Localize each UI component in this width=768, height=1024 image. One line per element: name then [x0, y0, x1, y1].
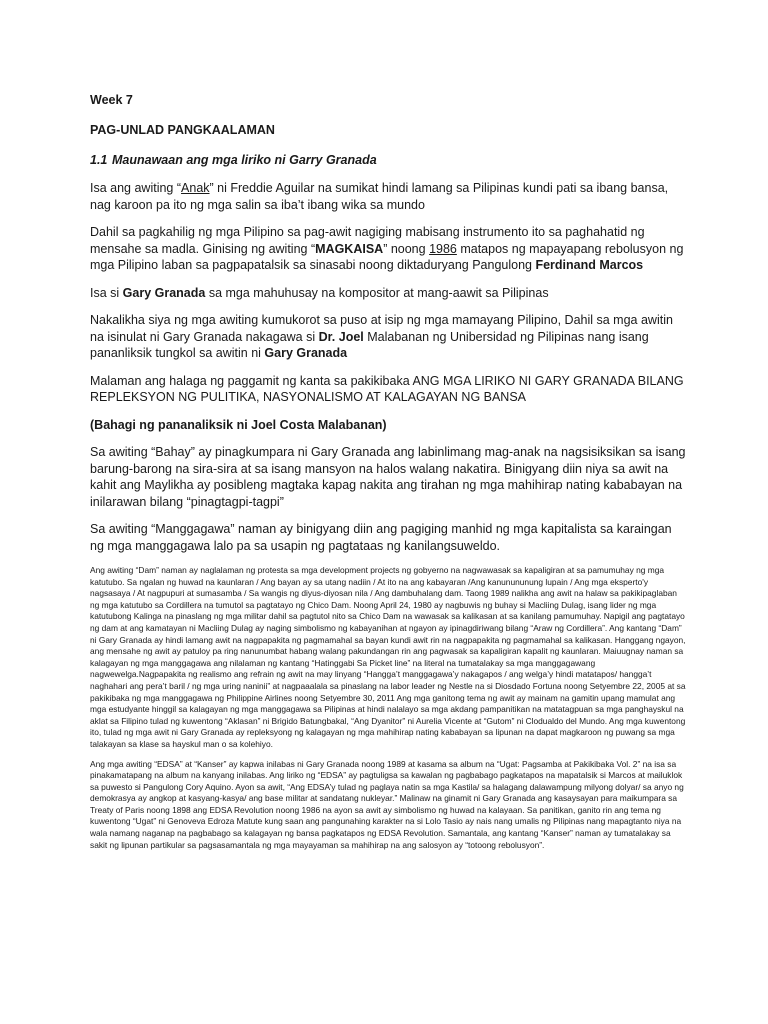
paragraph-manggagawa: Sa awiting “Manggagawa” naman ay binigyang diin ang pagiging manhid ng mga kapitalista sa karaingan ng mga manggagawa lalo pa sa usapin ng pagtataas ng kanilangsuweldo. [90, 522, 672, 553]
gary-granada-text: Gary Granada [264, 346, 348, 360]
magkaisa-text: MAGKAISA [315, 241, 384, 256]
text-segment: Isa si [90, 285, 123, 300]
subheading-number: 1.1 [90, 153, 108, 167]
text-segment: Dahil sa pagkahilig ng mga Pilipino sa pag-awit nagiging mabisang instrumento ito sa paghahatid ng mensahe sa madla. Ginising ng awiting “ [90, 225, 645, 256]
marcos-text: Ferdinand Marcos [535, 258, 644, 272]
paragraph-magkaisa [90, 224, 688, 274]
anak-link-text: Anak [181, 181, 210, 195]
text-segment: sa mga mahuhusay na kompositor at mang-aawit sa Pilipinas [205, 285, 549, 300]
document-content [90, 92, 688, 859]
subheading [90, 152, 688, 168]
paragraph-edsa-kanser: Ang mga awiting “EDSA” at “Kanser” ay kapwa inilabas ni Gary Granada noong 1989 at kasama sa album na “Ugat: Pagsamba at Pakikibaka Vol. 2” na isa sa pinakamatapang na album na kanyang inilabas. Ang liriko ng “EDSA” ay pagtuligsa sa kawalan ng pagbabago pagkatapos na mapatalsik si Marcos at mailuklok sa puwesto si Pangulong Cory Aquino. Ayon sa awit, “Ang EDSA’y tulad ng paglaya natin sa mga Kastila/ sa halagang dalawampung milyong dolyar/ sa anyo ng demokrasya ay angkop at kasyang-kasya/ ang base militar at sandatang nukleyar.” Malinaw na ginamit ni Gary Granada ang kasaysayan para maikumpara sa Treaty of Paris noong 1898 ang EDSA Revolution noong 1986 na ayon sa awit ay simbolismo ng huwad na kalayaan. Sa panitikan, ganito rin ang tema ng kuwentong “Ugat” ni Genoveva Edroza Matute kung saan ang pangunahing karakter na si Lolo Tasio ay nais nang umalis ng Pilipinas nang mapagtanto niya na wala namang naganap na pagbabago sa kalagayan ng bansa pagkatapos ng EDSA Revolution. Samantala, ang kantang “Kanser” naman ay tumatalakay sa sakit ng lipunan partikular sa pagsasamantala ng mga mayayaman sa mahihirap na ang salosyon ay “totoong rebolusyon”. [90, 758, 684, 850]
text-segment: matapos ng mapayapang rebolusyon ng mga Pilipino laban sa pagpapatalsik sa sinasabi noong diktaduryang Pangulong [90, 241, 684, 272]
paragraph-anak [90, 180, 688, 213]
paragraph-bahay: Sa awiting “Bahay” ay pinagkumpara ni Gary Granada ang labinlimang mag-anak na nagsisiksikan sa isang barung-barong na sira-sira at sa isang mansyon na halos walang nakatira. Binigyang diin niya sa awit na kahit ang Maylikha ay posibleng magtaka kapag nakita ang tirahan ng mga mahihirap nating kababayan na inilarawan bilang “pinagtagpi-tagpi” [90, 445, 686, 509]
text-segment: Malabanan ng Unibersidad ng Pilipinas nang isang pananliksik tungkol sa awitin ni [90, 329, 649, 360]
paragraph-dam: Ang awiting “Dam” naman ay naglalaman ng protesta sa mga development projects ng gobyerno na nagwawasak sa kapaligiran at sa pamumuhay ng mga katutubo. Sa ngalan ng huwad na kaunlaran / Ang bayan ay sa utang nadiin / At ito na ang kabayaran /Ang kanunununung lupain / Ang mga eksperto'y nagsasaya / At nagpupuri at sumasamba / Sa wangis ng diyus-diyosan nila / Ang dambuhalang dam. Taong 1989 nalikha ang awit na halaw sa pakikipaglaban ng mga katutubo sa Cordillera na tumutol sa pagtatayo ng Chico Dam. Noong April 24, 1980 ay nagbuwis ng buhay si Macliing Dulag, isang lider ng mga katutubong Kalinga na pinaslang ng mga militar dahil sa pagtutol nito sa Chico Dam na wawasak sa kalikasan at sa kanilang pamumuhay. Napigil ang pagtatayo ng dam at ang kamatayan ni Macliing Dulag ay naging simbolismo ng kabayanihan at ngayon ay ipinagdiriwang bilang “Araw ng Cordillera”. Ang kantang “Dam” ni Gary Granada ay hindi lamang awit na nagpapakita ng pagmamahal sa bayan kundi awit rin na nagpapakita ng pagmamahal sa kalikasan. Hanggang ngayon, ang mensahe ng awit ay patuloy pa ring nanunumbat habang walang pakundangan rin ang pagwasak sa kapaligiran kapalit ng kaunlaran. Maiuugnay naman sa kalagayan ng mga manggagawa ang nilalaman ng kantang “Hatinggabi Sa Picket line” na literal na tumatalakay sa mga manggagawang nagwewelga.Nagpapakita ng realismo ang refrain ng awit na may linyang “Hangga’t manggagawa’y nakagapos / ang welga’y hindi matatapos/ hangga’t naghahari ang pera’t baril / ng mga uring naninii” at nagpaaalala sa pinaslang na labor leader ng Nestle na si Diosdado Fortuna noong Setyembre 22, 2005 at sa pakikibaka ng mga manggagawa ng Philippine Airlines noong Setyembre 30, 2011 Ang mga ganitong tema ng awit ay mainam na gamitin upang mamulat ang mga estudyante hinggil sa kalagayan ng mga manggagawa sa Pilipinas at hindi nalalayo sa mga akdang pampanitikan na matatagpuan sa mga panghayskul na aklat sa Filipino tulad ng kuwentong “Aklasan” ni Brigido Batungbakal, “Ang Dyanitor” ni Aurelia Vicente at “Gutom” ni Clodualdo del Mundo. Ang mga kuwentong ito, tulad ng mga awit ni Gary Granada ay repleksyong ng kalagayan ng mga mahihirap nating kababayan sa lipunan na dapat magkaroon ng puwang sa mga talakayan sa klase sa hayskul man o sa kolehiyo. [90, 565, 686, 749]
subheading-text: Maunawaan ang mga liriko ni Garry Granada [112, 153, 377, 167]
section-title: PAG-UNLAD PANGKAALAMAN [90, 123, 275, 137]
year-text: 1986 [429, 241, 457, 256]
paragraph-purpose: Malaman ang halaga ng paggamit ng kanta sa pakikibaka ANG MGA LIRIKO NI GARY GRANADA BILANG REPLEKSYON NG PULITIKA, NASYONALISMO AT KALAGAYAN NG BANSA [90, 373, 684, 404]
paragraph-source-note: (Bahagi ng pananaliksik ni Joel Costa Malabanan) [90, 417, 387, 432]
week-label: Week 7 [90, 93, 133, 107]
paragraph-gary-intro [90, 285, 688, 302]
dr-joel-text: Dr. Joel [318, 329, 364, 344]
text-segment: Isa ang awiting “ [90, 181, 182, 195]
paragraph-research [90, 312, 688, 362]
gary-granada-text: Gary Granada [122, 285, 206, 300]
text-segment: ” noong [383, 241, 430, 256]
text-segment: ” ni Freddie Aguilar na sumikat hindi lamang sa Pilipinas kundi pati sa ibang bansa, nag karoon pa ito ng mga salin sa iba’t ibang wika sa mundo [90, 181, 669, 212]
text-segment: Nakalikha siya ng mga awiting kumukorot sa puso at isip ng mga mamayang Pilipino, Dahil sa mga awitin na isinulat ni Gary Granada nakagawa si [90, 313, 673, 344]
